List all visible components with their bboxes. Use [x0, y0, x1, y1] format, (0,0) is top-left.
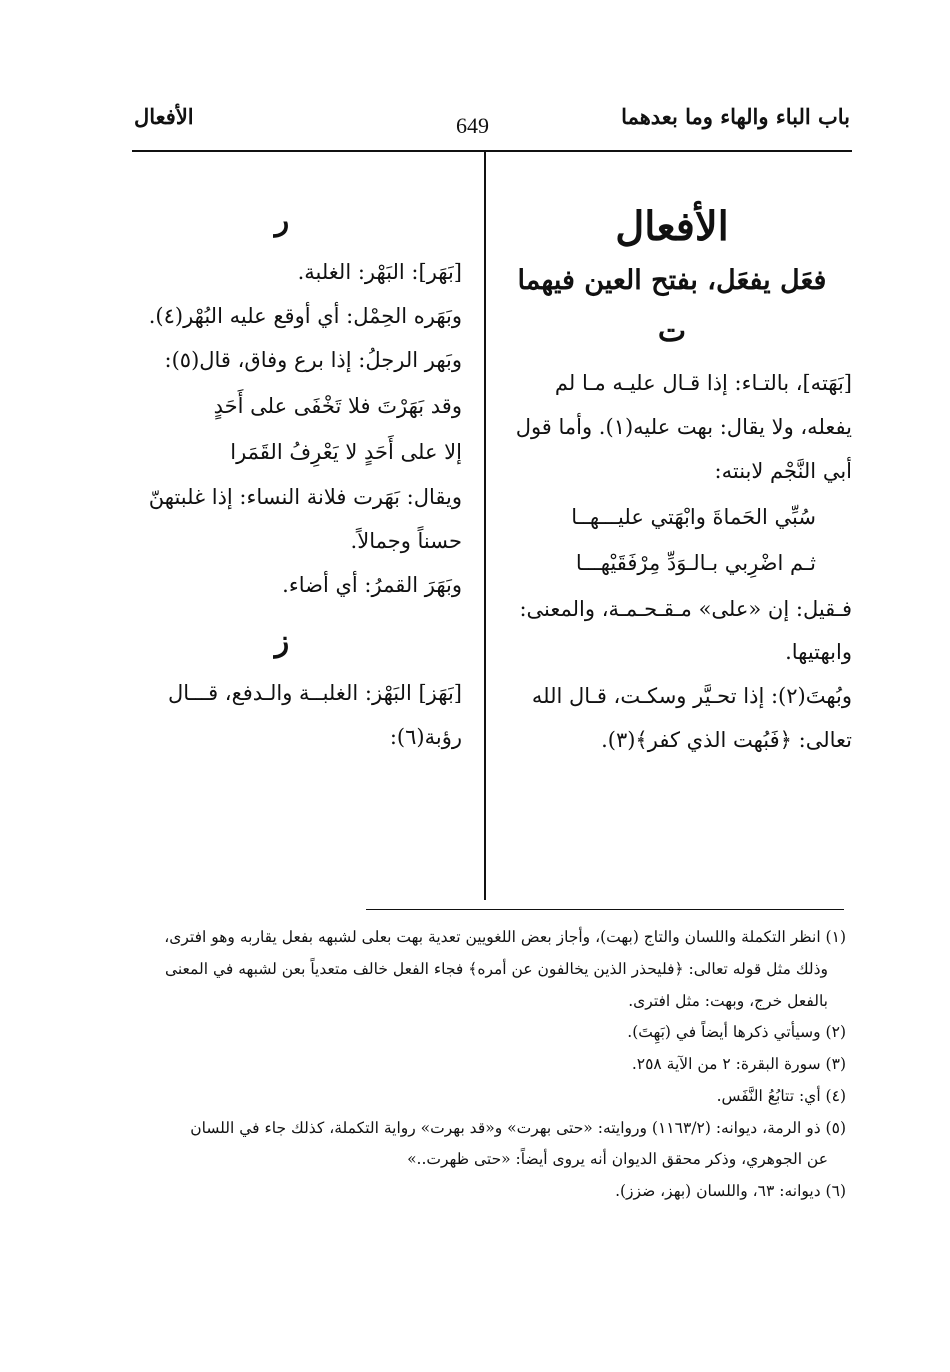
entry-line: وبَهَره الحِمْل: أي أوقع عليه البُهْر(٤). [148, 303, 462, 328]
entry-line: وبَهَرَ القمرُ: أي أضاء. [282, 573, 462, 598]
header-rule [132, 150, 852, 152]
entry-line: حسناً وجمالاً. [350, 529, 462, 554]
entry-line: وابهتيها. [785, 640, 852, 665]
footnote-5-cont: عن الجوهري، وذكر محقق الديوان أنه يروى أيضاً: «حتى ظهرت..» [407, 1150, 828, 1169]
column-divider [484, 152, 486, 900]
right-column [492, 195, 852, 765]
page-number: 649 [456, 113, 489, 138]
entry-line: أبي النَّجْم لابنته: [714, 458, 852, 483]
footnote-1: (١) انظر التكملة واللسان والتاج (بهت)، وأجاز بعض اللغويين تعدية بهت بعلى لشبهه بفعل يقاربه وهو افترى، [164, 928, 846, 946]
entry-line: ويقال: بَهَرت فلانة النساء: إذا غلبتهنّ [148, 485, 462, 510]
footnote-1-cont: وذلك مثل قوله تعالى: ﴿فليحذر الذين يخالفون عن أمره﴾ فجاء الفعل خالف متعدياً بعن لشبهه في المعنى [164, 959, 828, 978]
entry-line: فـقيل: إن «على» مـقـحـمـة، والمعنى: [519, 596, 852, 621]
letter-heading-t: ت [657, 314, 687, 350]
entry-line: رؤبة(٦): [389, 725, 462, 750]
left-column [102, 195, 462, 762]
verse-line: ثـم اضْرِبي بـالـوَدِّ مِرْفَقَيْهـــا [575, 550, 816, 575]
verse-line: وقد بَهَرْتَ فلا تَخْفَى على أَحَدٍ [213, 393, 462, 418]
footnote-4: (٤) أي: تتابُعُ النَّفَس. [716, 1086, 846, 1105]
entry-line: يفعله، ولا يقال: بهت عليه(١). وأما قول [515, 414, 852, 439]
entry-line: وبَهر الرجلُ: إذا برع وفاق، قال(٥): [164, 347, 462, 372]
footnote-6: (٦) ديوانه: ٦٣، واللسان (بهز، ضزز). [615, 1182, 846, 1201]
footnotes [126, 922, 846, 1208]
footnote-rule [366, 909, 844, 910]
entry-line: تعالى: ﴿فَبُهت الذي كفر﴾(٣). [601, 728, 852, 753]
footnote-2: (٢) وسيأتي ذكرها أيضاً في (بَهِتَ). [627, 1023, 846, 1042]
verse-line: سُبِّي الحَماةَ وابْهَتي عليـــهــا [571, 504, 816, 529]
letter-heading-r: ر [274, 203, 290, 238]
entry-line: وبُهتَ(٢): إذا تحـيَّر وسكـت، قـال الله [531, 684, 852, 709]
footnote-1-cont: بالفعل خرج، وبهت: مثل افترى. [628, 991, 828, 1010]
entry-line: [بَهَز] البَهْز: الغلبــة والـدفع، قـــال [167, 681, 462, 706]
letter-heading-z: ز [274, 624, 290, 660]
entry-line: [بَهَته]، بالتـاء: إذا قـال عليـه مـا لم [554, 371, 852, 396]
section-title: الأفعال [615, 203, 729, 250]
running-header-chapter: باب الباء والهاء وما بعدهما [621, 104, 850, 129]
verse-line: إلا على أَحَدٍ لا يَعْرِفُ القَمَرا [230, 439, 462, 464]
running-header-section: الأفعال [134, 104, 194, 129]
footnote-5: (٥) ذو الرمة، ديوانه: (١١٦٣/٢) وروايته: «حتى بهرت» و«قد بهرت» رواية التكملة، كذلك جاء في اللسان [190, 1118, 846, 1137]
section-subtitle: فعَل يفعَل، بفتح العين فيهما [517, 265, 827, 296]
footnote-3: (٣) سورة البقرة: ٢ من الآية ٢٥٨. [631, 1055, 846, 1074]
entry-line: [بَهَر]: البَهْر: الغلبة. [297, 260, 462, 284]
